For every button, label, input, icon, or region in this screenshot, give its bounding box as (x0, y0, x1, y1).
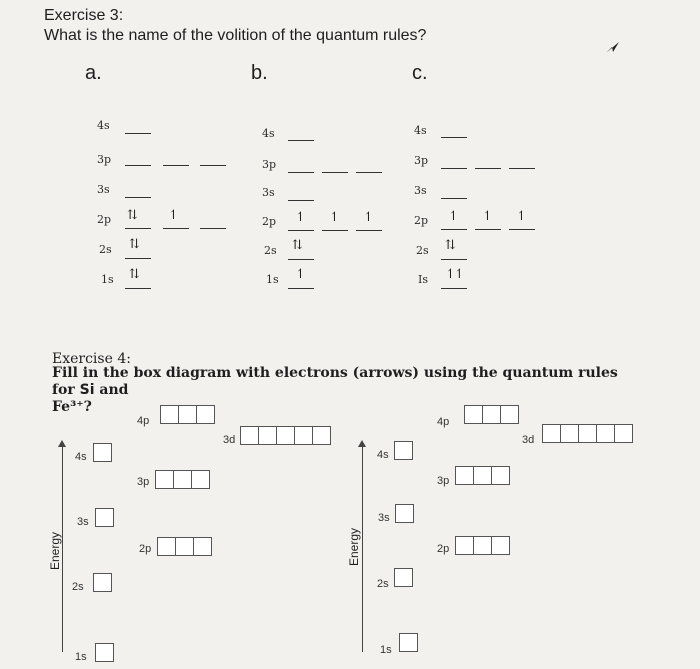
level-2s-label: 2s (416, 244, 429, 257)
orbital-label-3s: 3s (378, 512, 390, 524)
orbital-boxes-4p[interactable] (160, 405, 214, 424)
orbital-slot (125, 258, 151, 259)
orbital-label-3s: 3s (77, 516, 89, 528)
level-2p-label: 2p (97, 213, 112, 226)
orbital-label-2p: 2p (139, 543, 152, 555)
electron-arrows: ⇅ (127, 208, 136, 223)
level-3p-label: 3p (262, 158, 277, 171)
electron-arrows: ⇅ (292, 238, 301, 253)
exercise4-question (52, 365, 642, 416)
level-2p-label: 2p (414, 214, 429, 227)
electron-arrows: ↿ (295, 267, 304, 282)
electron-arrows: ⇅ (129, 267, 138, 282)
electron-arrows: ⇅ (445, 238, 454, 253)
orbital-slot (441, 229, 467, 230)
orbital-label-4s: 4s (377, 449, 389, 461)
orbital-slot (163, 165, 189, 166)
level-3p-label: 3p (97, 153, 112, 166)
orbital-slot (125, 197, 151, 198)
orbital-label-2p: 2p (437, 543, 450, 555)
orbital-label-3p: 3p (137, 476, 150, 488)
orbital-label-1s: 1s (75, 651, 87, 663)
orbital-label-3d: 3d (522, 434, 535, 446)
electron-arrows: ↿ (295, 210, 304, 225)
electron-arrows: ↿ (363, 210, 372, 225)
orbital-slot (322, 230, 348, 231)
orbital-slot (356, 172, 382, 173)
orbital-box-2s[interactable] (93, 573, 112, 592)
orbital-slot (441, 168, 467, 169)
energy-axis (362, 446, 363, 652)
energy-axis (62, 446, 63, 652)
electron-arrows: ↿↿ (445, 267, 463, 282)
level-2s-label: 2s (264, 244, 277, 257)
energy-axis-label: Energy (347, 527, 361, 566)
level-2p-label: 2p (262, 215, 277, 228)
level-3s-label: 3s (97, 183, 110, 196)
orbital-box-1s[interactable] (399, 633, 418, 652)
orbital-slot (125, 165, 151, 166)
orbital-boxes-2p[interactable] (455, 536, 509, 555)
level-2s-label: 2s (99, 243, 112, 256)
exercise3-question: What is the name of the volition of the quantum rules? (44, 27, 427, 44)
orbital-box-4s[interactable] (394, 441, 413, 460)
mouse-cursor-icon (604, 40, 622, 54)
electron-arrows: ⇅ (129, 237, 138, 252)
orbital-slot (200, 228, 226, 229)
level-1s-label: Is (418, 273, 428, 286)
orbital-box-3s[interactable] (395, 504, 414, 523)
orbital-label-2s: 2s (72, 581, 84, 593)
orbital-slot (441, 288, 467, 289)
orbital-slot (509, 229, 535, 230)
option-c-label: c. (412, 62, 428, 84)
element-fe: Fe³⁺? (52, 399, 92, 415)
orbital-label-3p: 3p (437, 475, 450, 487)
orbital-slot (322, 172, 348, 173)
orbital-slot (163, 228, 189, 229)
level-1s-label: 1s (266, 273, 279, 286)
orbital-slot (441, 259, 467, 260)
orbital-label-3d: 3d (223, 434, 236, 446)
electron-arrows: ↿ (482, 209, 491, 224)
electron-arrows: ↿ (168, 208, 177, 223)
option-b-label: b. (251, 62, 268, 84)
electron-arrows: ↿ (448, 209, 457, 224)
orbital-slot (509, 168, 535, 169)
orbital-slot (441, 198, 467, 199)
orbital-slot (356, 230, 382, 231)
level-4s-label: 4s (414, 124, 427, 137)
orbital-label-2s: 2s (377, 578, 389, 590)
orbital-box-2s[interactable] (394, 568, 413, 587)
exercise3-title: Exercise 3: (44, 7, 124, 24)
orbital-box-1s[interactable] (95, 643, 114, 662)
level-1s-label: 1s (101, 273, 114, 286)
orbital-slot (288, 172, 314, 173)
element-si: Si (79, 382, 95, 398)
level-3s-label: 3s (414, 184, 427, 197)
exercise4-title: Exercise 4: (52, 351, 131, 367)
orbital-boxes-4p[interactable] (464, 405, 518, 424)
option-a-label: a. (85, 62, 102, 84)
orbital-boxes-2p[interactable] (157, 537, 211, 556)
orbital-label-4p: 4p (137, 415, 150, 427)
orbital-label-4p: 4p (437, 416, 450, 428)
orbital-boxes-3d[interactable] (240, 426, 330, 445)
orbital-boxes-3d[interactable] (542, 424, 632, 443)
orbital-slot (125, 228, 151, 229)
orbital-label-4s: 4s (75, 451, 87, 463)
orbital-slot (288, 288, 314, 289)
orbital-boxes-3p[interactable] (155, 470, 209, 489)
level-4s-label: 4s (97, 119, 110, 132)
question-text: Fill in the box diagram with electrons (arrows) using the quantum rules for (52, 365, 618, 398)
energy-axis-label: Energy (48, 531, 62, 570)
level-3p-label: 3p (414, 154, 429, 167)
orbital-label-1s: 1s (380, 644, 392, 656)
orbital-slot (125, 288, 151, 289)
orbital-slot (288, 230, 314, 231)
orbital-slot (200, 165, 226, 166)
orbital-slot (288, 259, 314, 260)
electron-arrows: ↿ (516, 209, 525, 224)
orbital-slot (288, 200, 314, 201)
orbital-box-3s[interactable] (95, 508, 114, 527)
electron-arrows: ↿ (329, 210, 338, 225)
orbital-boxes-3p[interactable] (455, 466, 509, 485)
level-3s-label: 3s (262, 186, 275, 199)
orbital-slot (441, 137, 467, 138)
question-connector: and (94, 382, 129, 398)
orbital-slot (475, 229, 501, 230)
orbital-box-4s[interactable] (93, 443, 112, 462)
orbital-slot (125, 133, 151, 134)
orbital-slot (475, 168, 501, 169)
level-4s-label: 4s (262, 127, 275, 140)
orbital-slot (288, 140, 314, 141)
